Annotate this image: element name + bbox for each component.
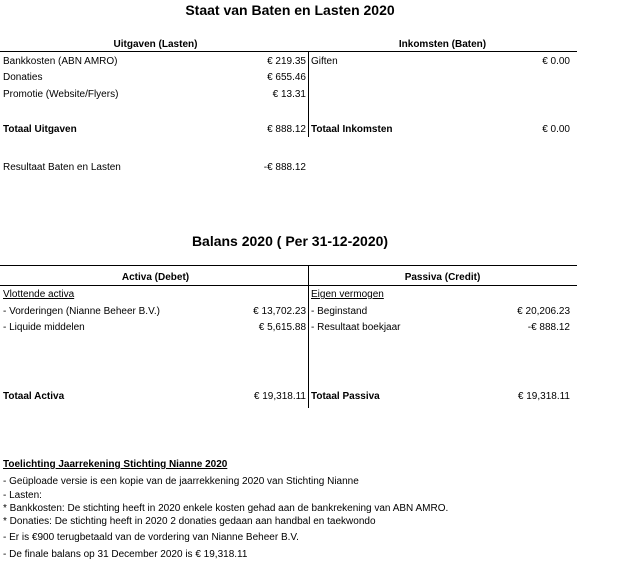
- toelichting-line-0: - Geüploade versie is een kopie van de jaarrekkening 2020 van Stichting Nianne: [3, 476, 359, 487]
- balans-title: Balans 2020 ( Per 31-12-2020): [191, 233, 389, 249]
- staat-title: Staat van Baten en Lasten 2020: [185, 2, 395, 18]
- activa-section-title: Vlottende activa: [3, 289, 75, 300]
- balans-top-line: [0, 265, 577, 266]
- toelichting-line-5: - De finale balans op 31 December 2020 is € 19,318.11: [3, 549, 248, 560]
- staat-divider: [308, 52, 309, 137]
- inkomsten-label-0: Giften: [311, 56, 338, 67]
- toelichting-line-1: - Lasten:: [3, 490, 42, 501]
- uitgaven-label-1: Donaties: [3, 72, 43, 83]
- resultaat-label: Resultaat Baten en Lasten: [3, 162, 121, 173]
- inkomsten-value-0: € 0.00: [542, 56, 570, 67]
- totaal-inkomsten-label: Totaal Inkomsten: [311, 124, 393, 135]
- toelichting-line-3: * Donaties: De stichting heeft in 2020 2 donaties gedaan aan handbal en taekwondo: [3, 516, 376, 527]
- uitgaven-value-0: € 219.35: [267, 56, 306, 67]
- totaal-uitgaven-label: Totaal Uitgaven: [3, 124, 77, 135]
- passiva-label-1: - Resultaat boekjaar: [311, 322, 401, 333]
- uitgaven-value-2: € 13.31: [272, 89, 306, 100]
- passiva-label-0: - Beginstand: [311, 306, 368, 317]
- uitgaven-header: Uitgaven (Lasten): [113, 39, 198, 50]
- toelichting-line-2: * Bankkosten: De stichting heeft in 2020 enkele kosten gehad aan de bankrekening van ABN AMRO.: [3, 503, 449, 514]
- activa-value-1: € 5,615.88: [258, 322, 306, 333]
- toelichting-line-4: - Er is €900 terugbetaald van de vordering van Nianne Beheer B.V.: [3, 532, 299, 543]
- totaal-passiva-value: € 19,318.11: [517, 391, 570, 402]
- totaal-passiva-label: Totaal Passiva: [311, 391, 380, 402]
- uitgaven-value-1: € 655.46: [267, 72, 306, 83]
- activa-header: Activa (Debet): [121, 272, 190, 283]
- activa-label-1: - Liquide middelen: [3, 322, 85, 333]
- balans-header-line: [0, 285, 577, 286]
- passiva-value-0: € 20,206.23: [517, 306, 570, 317]
- passiva-header: Passiva (Credit): [404, 272, 481, 283]
- passiva-section-title: Eigen vermogen: [311, 289, 384, 300]
- passiva-value-1: -€ 888.12: [527, 322, 570, 333]
- staat-header-line: [0, 51, 577, 52]
- totaal-activa-label: Totaal Activa: [3, 391, 65, 402]
- totaal-inkomsten-value: € 0.00: [542, 124, 570, 135]
- uitgaven-label-2: Promotie (Website/Flyers): [3, 89, 119, 100]
- uitgaven-label-0: Bankkosten (ABN AMRO): [3, 56, 118, 67]
- balans-divider: [308, 265, 309, 408]
- activa-label-0: - Vorderingen (Nianne Beheer B.V.): [3, 306, 160, 317]
- totaal-uitgaven-value: € 888.12: [267, 124, 306, 135]
- inkomsten-header: Inkomsten (Baten): [398, 39, 487, 50]
- totaal-activa-value: € 19,318.11: [253, 391, 306, 402]
- resultaat-value: -€ 888.12: [263, 162, 306, 173]
- toelichting-title: Toelichting Jaarrekening Stichting Nianne 2020: [3, 459, 228, 470]
- activa-value-0: € 13,702.23: [253, 306, 306, 317]
